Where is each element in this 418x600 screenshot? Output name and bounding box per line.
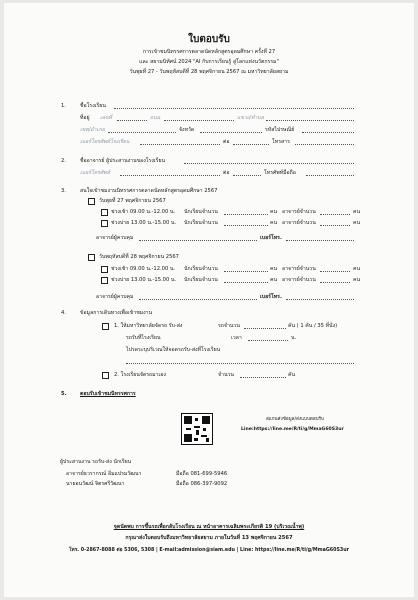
day2-afternoon-people-unit: คน — [270, 277, 278, 283]
coordinator-1-phone: มือถือ 081-699-5946 — [176, 471, 228, 477]
school-phone-field[interactable] — [140, 139, 220, 145]
day2-afternoon-label: ช่วงบ่าย 13.00 น.-15.00 น. — [111, 277, 177, 283]
subdistrict-field[interactable] — [266, 115, 354, 121]
day1-checkbox[interactable] — [88, 198, 95, 205]
day2-morning-teachers-label: อาจารย์จำนวน — [282, 266, 316, 272]
pickup-note-label: ไปรดระบุบริเวณให้จอดรถรับ-ส่งที่โรงเรียน — [126, 347, 221, 353]
qr-caption-line-1: สแกนส่งข้อมูล/ส่งแบบตอบรับ — [266, 417, 324, 422]
road-field[interactable] — [164, 115, 234, 121]
self-transport-checkbox[interactable] — [102, 372, 109, 379]
day2-morning-teachers-unit: คน — [353, 266, 361, 272]
address-label: ที่อยู่ — [80, 115, 90, 121]
day1-morning-teachers-label: อาจารย์จำนวน — [282, 209, 316, 215]
coordinator-2-phone: มือถือ 086-397-9092 — [176, 481, 228, 487]
school-phone-label: เบอร์โทรศัพท์โรงเรียน — [80, 139, 130, 145]
bus-count-label: รถจำนวน — [218, 323, 240, 329]
coordinator-2-name: นายอนวัฒน์ จิตรศรีวัฒนา — [66, 481, 125, 487]
day1-lead-label: อาจารย์ผู้ควบคุม — [96, 235, 134, 241]
road-label: ถนน — [150, 115, 161, 121]
section-5-number: 5. — [61, 391, 67, 397]
coordinator-name-field[interactable] — [184, 158, 354, 164]
coordinators-title: ผู้ประสานงาน รถรับ-ส่ง นักเรียน — [60, 459, 132, 465]
footer-meeting-point: จุดนัดพบ การขึ้นรถเพื่อกลับโรงเรียน ณ หน้าอาคารเฉลิมพระเกียรติ 19 (บริเวณน้ำพุ) — [113, 524, 305, 530]
day2-afternoon-students-field[interactable] — [224, 277, 268, 283]
extension-label: ต่อ — [223, 139, 230, 145]
zip-label: รหัสไปรษณีย์ — [265, 127, 295, 133]
day1-afternoon-label: ช่วงบ่าย 13.00 น.-15.00 น. — [111, 220, 177, 226]
pickup-school-label: รถรับที่ไรงเรียน — [126, 335, 161, 341]
mobile-label: โทรศัพท์มือถือ — [264, 170, 296, 176]
day2-morning-students-label: นักเรียนจำนวน — [184, 266, 218, 272]
day1-morning-checkbox[interactable] — [101, 209, 108, 216]
mobile-field[interactable] — [306, 170, 354, 176]
day1-phone-field[interactable] — [286, 235, 354, 241]
car-count-field[interactable] — [240, 372, 286, 378]
day2-afternoon-students-label: นักเรียนจำนวน — [184, 277, 218, 283]
day1-afternoon-checkbox[interactable] — [101, 220, 108, 227]
coordinator-phone-field[interactable] — [120, 170, 220, 176]
university-bus-checkbox[interactable] — [102, 323, 109, 330]
day1-afternoon-teachers-label: อาจารย์จำนวน — [282, 220, 316, 226]
district-label: เขต/อำเภอ — [80, 127, 105, 133]
header-line-3: วันพุธที่ 27 - วันพฤหัสบดีที่ 28 พฤศจิกายน 2567 ณ มหาวิทยาลัยสยาม — [129, 69, 289, 75]
qr-line-link[interactable]: Line:https://line.me/R/ti/g/MmaG60S3ur — [241, 427, 344, 432]
day2-label: วันพฤหัสบดีที่ 28 พฤศจิกายน 2567 — [99, 254, 179, 260]
pickup-time-label: เวลา — [231, 335, 242, 341]
pickup-location-field[interactable] — [126, 358, 354, 364]
confirm-label: ตอบรับเข้าชมนิทรรศการ — [80, 391, 136, 397]
day1-morning-students-field[interactable] — [224, 209, 268, 215]
coordinator-ext-field[interactable] — [233, 170, 261, 176]
day2-phone-label: เบอร์โทร. — [260, 294, 282, 300]
day1-afternoon-teachers-unit: คน — [353, 220, 361, 226]
form-title: ใบตอบรับ — [188, 34, 230, 45]
day2-morning-label: ช่วงเช้า 09.00 น.-12.00 น. — [111, 266, 176, 272]
day1-afternoon-students-field[interactable] — [224, 220, 268, 226]
day2-morning-teachers-field[interactable] — [320, 266, 350, 272]
fax-label: โทรสาร — [272, 139, 290, 145]
province-field[interactable] — [200, 127, 262, 133]
travel-label: ข้อมูลการเดินทางเพื่อเข้าชมงาน — [80, 310, 153, 316]
section-4-number: 4. — [61, 310, 66, 316]
day1-afternoon-people-unit: คน — [270, 220, 278, 226]
extension-field[interactable] — [233, 139, 269, 145]
day1-morning-teachers-unit: คน — [353, 209, 361, 215]
day1-morning-label: ช่วงเช้า 09.00 น.-12.00 น. — [111, 209, 176, 215]
coordinator-name-label: ชื่ออาจารย์ ผู้ประสานงานของโรงเรียน — [80, 158, 166, 164]
district-field[interactable] — [108, 127, 176, 133]
school-name-label: ชื่อโรงเรียน — [80, 103, 106, 109]
footer-deadline: กรุณาส่งใบตอบรับถึงมหาวิทยาลัยสยาม ภายในวันที่ 13 พฤศจิกายน 2567 — [125, 535, 293, 541]
section-2-number: 2. — [61, 158, 66, 164]
day1-morning-teachers-field[interactable] — [320, 209, 350, 215]
school-name-field[interactable] — [114, 103, 354, 109]
bus-count-field[interactable] — [244, 323, 286, 329]
coordinator-ext-label: ต่อ — [223, 170, 230, 176]
header-line-2: และ สยามนิทัศน์ 2024 "AI กับการเรียนรู้ สู่โลกแห่งนวัตกรรม" — [139, 59, 279, 65]
day2-checkbox[interactable] — [88, 254, 95, 261]
day1-morning-students-label: นักเรียนจำนวน — [184, 209, 218, 215]
university-bus-label: 1. ให้มหาวิทยาลัยจัดรถ รับ-ส่ง — [114, 323, 183, 329]
footer-contact: โทร. 0-2867-8088 ต่อ 5306, 5308 | E-mail:admission@siam.edu | Line: https://line.me/R/ti/g/MmaG60S3ur — [68, 548, 350, 553]
document-page — [4, 3, 414, 597]
day2-afternoon-teachers-unit: คน — [353, 277, 361, 283]
day1-afternoon-teachers-field[interactable] — [320, 220, 350, 226]
car-count-unit: คัน — [288, 372, 296, 378]
day2-afternoon-teachers-label: อาจารย์จำนวน — [282, 277, 316, 283]
day2-afternoon-teachers-field[interactable] — [320, 277, 350, 283]
bus-count-unit: คัน ( 1 คัน / 35 ที่นั่ง) — [288, 323, 338, 329]
car-count-label: จำนวน — [218, 372, 234, 378]
fax-field[interactable] — [295, 139, 354, 145]
day1-lead-field[interactable] — [139, 235, 257, 241]
subdistrict-label: แขวง/ตำบล — [237, 115, 264, 121]
day2-lead-label: อาจารย์ผู้ควบคุม — [96, 294, 134, 300]
section-3-number: 3. — [61, 188, 66, 194]
day2-morning-people-unit: คน — [270, 266, 278, 272]
self-transport-label: 2. โรงเรียนจัดรถมาเอง — [114, 372, 166, 378]
address-number-label: เลขที่ — [100, 115, 112, 121]
pickup-time-field[interactable] — [248, 335, 288, 341]
day2-afternoon-checkbox[interactable] — [101, 277, 108, 284]
day1-morning-people-unit: คน — [270, 209, 278, 215]
province-label: จังหวัด — [179, 127, 195, 133]
pickup-time-unit: น. — [291, 335, 297, 341]
day1-phone-label: เบอร์โทร. — [260, 235, 282, 241]
zip-field[interactable] — [302, 127, 354, 133]
address-number-field[interactable] — [117, 115, 147, 121]
coordinator-1-name: อาจารย์ธวรากรณ์ อิ่มแปรมวัฒนา — [66, 471, 142, 477]
day2-morning-checkbox[interactable] — [101, 266, 108, 273]
header-line-1: การเข้าชมนิทรรศการตลาดนัดหลักสูตรอุดมศึกษา ครั้งที่ 27 — [142, 49, 276, 55]
day1-afternoon-students-label: นักเรียนจำนวน — [184, 220, 218, 226]
day2-phone-field[interactable] — [286, 294, 354, 300]
attendance-label: สนใจเข้าชมงานนิทรรศการตลาดนัดหลักสูตรอุดมศึกษา 2567 — [80, 188, 218, 194]
coordinator-phone-label: เบอร์โทรศัพท์ — [80, 170, 111, 176]
qr-code[interactable] — [181, 413, 213, 445]
day2-morning-students-field[interactable] — [224, 266, 268, 272]
day1-label: วันพุธที่ 27 พฤศจิกายน 2567 — [99, 198, 166, 204]
day2-lead-field[interactable] — [139, 294, 257, 300]
section-1-number: 1. — [61, 103, 66, 109]
